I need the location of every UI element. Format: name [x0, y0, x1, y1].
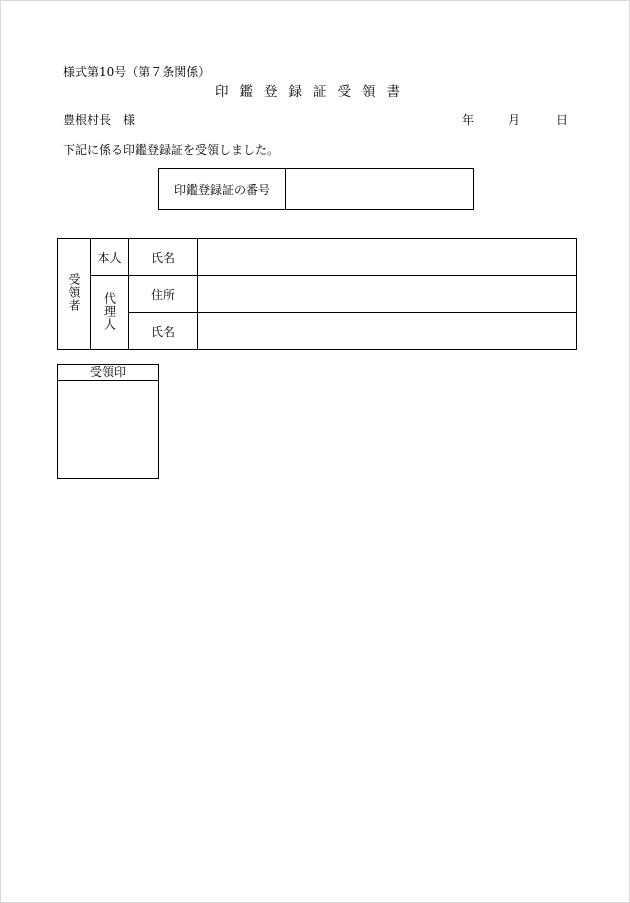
agent-label: 代理人 — [102, 291, 117, 331]
recipient-group-label: 受領者 — [67, 273, 81, 312]
date-line — [462, 111, 572, 127]
registration-number-field[interactable] — [286, 169, 473, 209]
agent-name-label-cell — [129, 313, 198, 350]
registration-number-box — [158, 168, 474, 210]
principal-cell — [91, 239, 129, 276]
date-year-label: 年 — [462, 113, 475, 127]
recipient-table — [57, 238, 577, 350]
document-title: 印鑑登録証受領書 — [215, 84, 411, 100]
date-day-label: 日 — [556, 113, 569, 127]
agent-cell — [91, 276, 129, 350]
agent-name-label: 氏名 — [150, 324, 175, 339]
principal-name-label-cell — [129, 239, 198, 276]
registration-number-label: 印鑑登録証の番号 — [159, 169, 286, 209]
seal-box — [57, 364, 159, 479]
principal-name-label: 氏名 — [150, 250, 175, 265]
agent-address-label: 住所 — [150, 287, 175, 302]
agent-address-field[interactable] — [198, 276, 577, 313]
addressee: 豊根村長 様 — [63, 113, 136, 127]
intro-text: 下記に係る印鑑登録証を受領しました。 — [63, 143, 280, 157]
date-month-label: 月 — [508, 113, 521, 127]
principal-name-field[interactable] — [198, 239, 577, 276]
seal-label: 受領印 — [58, 365, 158, 381]
form-number: 様式第10号（第７条関係） — [63, 65, 211, 79]
principal-label: 本人 — [97, 250, 122, 265]
agent-name-field[interactable] — [198, 313, 577, 350]
agent-address-label-cell — [129, 276, 198, 313]
recipient-group-cell — [58, 239, 91, 350]
